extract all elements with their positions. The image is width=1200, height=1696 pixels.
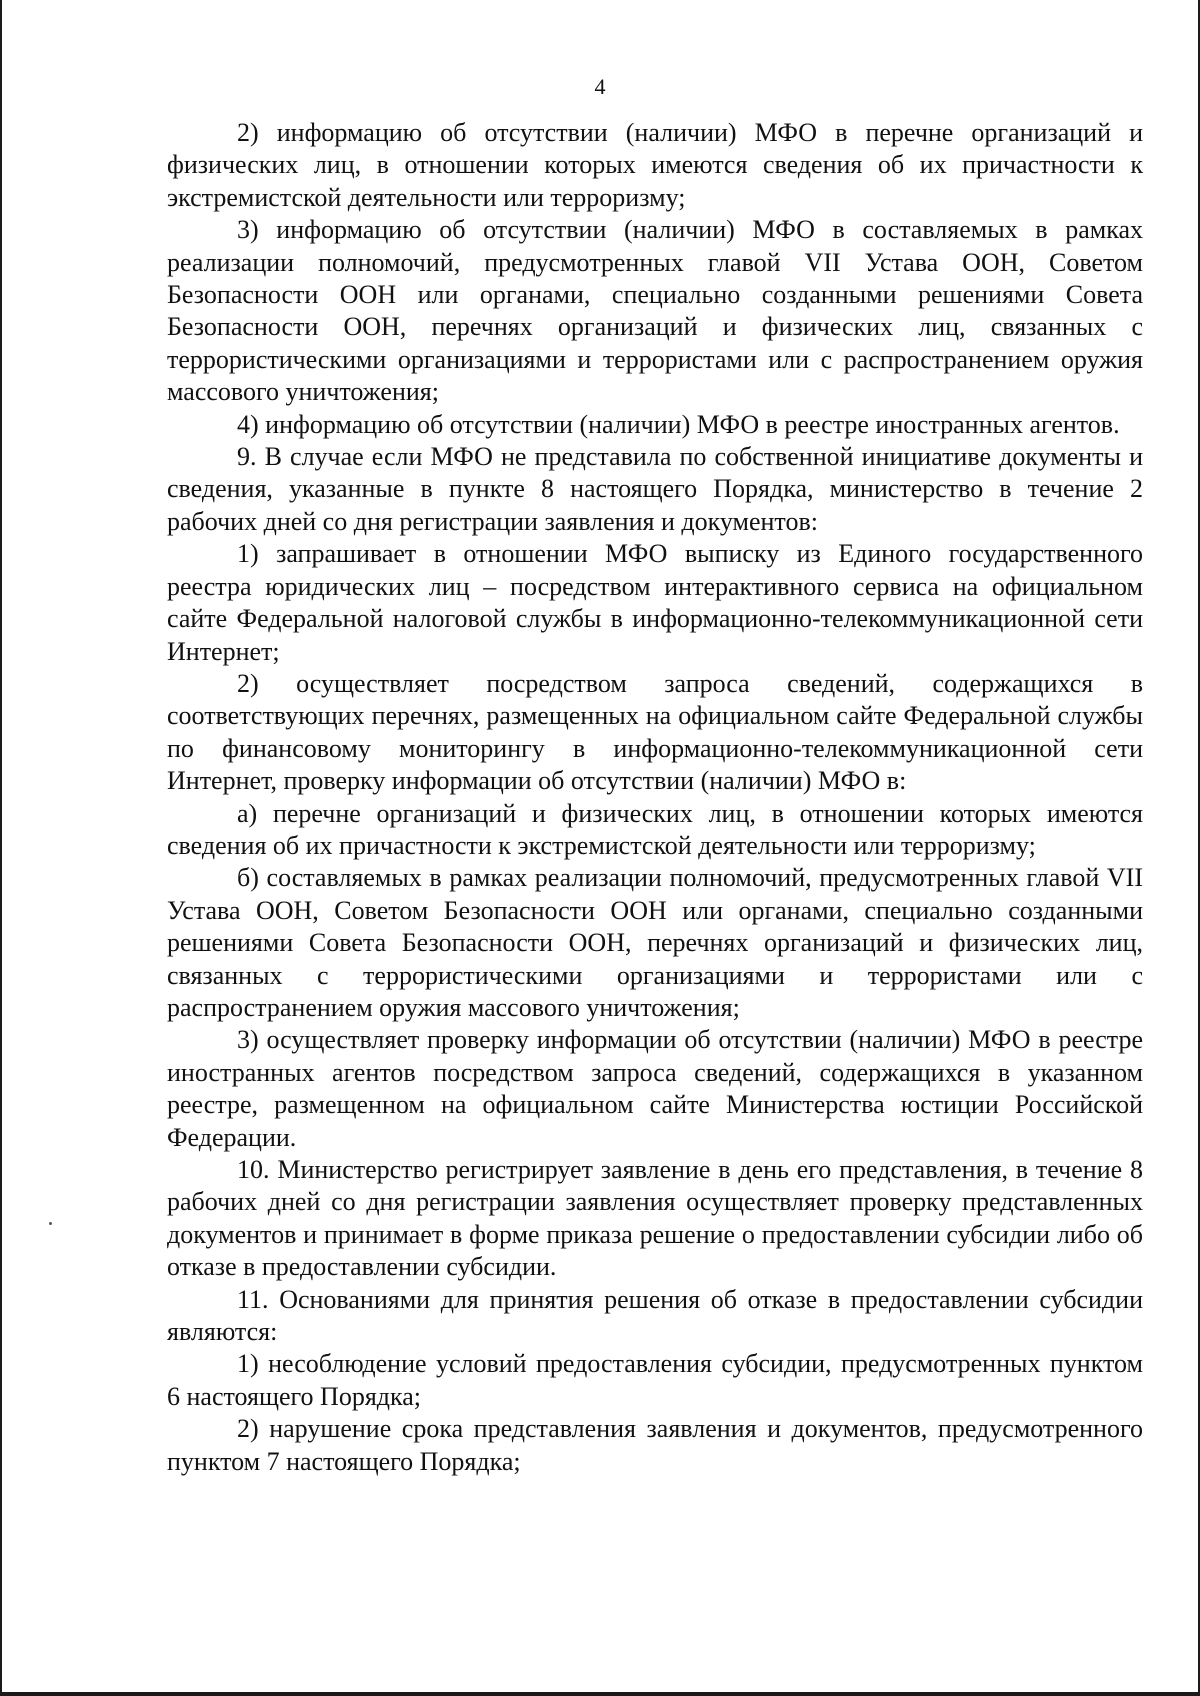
paragraph: 10. Министерство регистрирует заявление в день его представления, в течение 8 рабочих дней со дня регистрации заявления осуществляет проверку представленных документов и принимает в форме приказа решение о предоставлении субсидии либо об отказе в предоставлении субсидии. [167,1155,1143,1282]
paragraph: 4) информацию об отсутствии (наличии) МФО в реестре иностранных агентов. [237,409,1120,439]
paragraph: 2) осуществляет посредством запроса сведений, содержащихся в соответствующих перечнях, размещенных на официальном сайте Федеральной службы по финансовому мониторингу в информационно-телекоммуникационной сети Интернет, проверку информации об отсутствии (наличии) МФО в: [167,668,1143,796]
paragraph: б) составляемых в рамках реализации полномочий, предусмотренных главой VII Устава ООН, Советом Безопасности ООН или органами, специально созданными решениями Совета Безопасности ООН, перечнях организаций и физических лиц, связанных с террористическими организациями и террористами или с распространением оружия массового уничтожения; [167,863,1143,1022]
paragraph: 9. В случае если МФО не представила по собственной инициативе документы и сведения, указанные в пункте 8 настоящего Порядка, министерство в течение 2 рабочих дней со дня регистрации заявления и документов: [167,442,1143,536]
scan-edge-left [0,0,2,1696]
scan-speck [49,1222,52,1225]
document-body [167,117,1143,1478]
paragraph: 11. Основаниями для принятия решения об отказе в предоставлении субсидии являются: [167,1284,1143,1347]
paragraph: 2) нарушение срока представления заявления и документов, предусмотренного пунктом 7 настоящего Порядка; [167,1414,1143,1476]
paragraph: 3) осуществляет проверку информации об отсутствии (наличии) МФО в реестре иностранных агентов посредством запроса сведений, содержащихся в указанном реестре, размещенном на официальном сайте Министерства юстиции Российской Федерации. [167,1025,1143,1152]
page-number: 4 [594,74,606,99]
paragraph: 1) несоблюдение условий предоставления субсидии, предусмотренных пунктом 6 настоящего Порядка; [167,1349,1143,1411]
paragraph: а) перечне организаций и физических лиц, в отношении которых имеются сведения об их причастности к экстремистской деятельности или терроризму; [167,798,1143,860]
paragraph: 3) информацию об отсутствии (наличии) МФО в составляемых в рамках реализации полномочий, предусмотренных главой VII Устава ООН, Советом Безопасности ООН или органами, специально созданными решениями Совета Безопасности ООН, перечнях организаций и физических лиц, связанных с террористическими организациями и террористами или с распространением оружия массового уничтожения; [167,215,1143,407]
paragraph: 1) запрашивает в отношении МФО выписку из Единого государственного реестра юридических лиц – посредством интерактивного сервиса на официальном сайте Федеральной налоговой службы в информационно-телекоммуникационной сети Интернет; [167,539,1143,666]
paragraph: 2) информацию об отсутствии (наличии) МФО в перечне организаций и физических лиц, в отношении которых имеются сведения об их причастности к экстремистской деятельности или терроризму; [167,118,1143,212]
scan-edge-bottom [0,1692,1200,1696]
